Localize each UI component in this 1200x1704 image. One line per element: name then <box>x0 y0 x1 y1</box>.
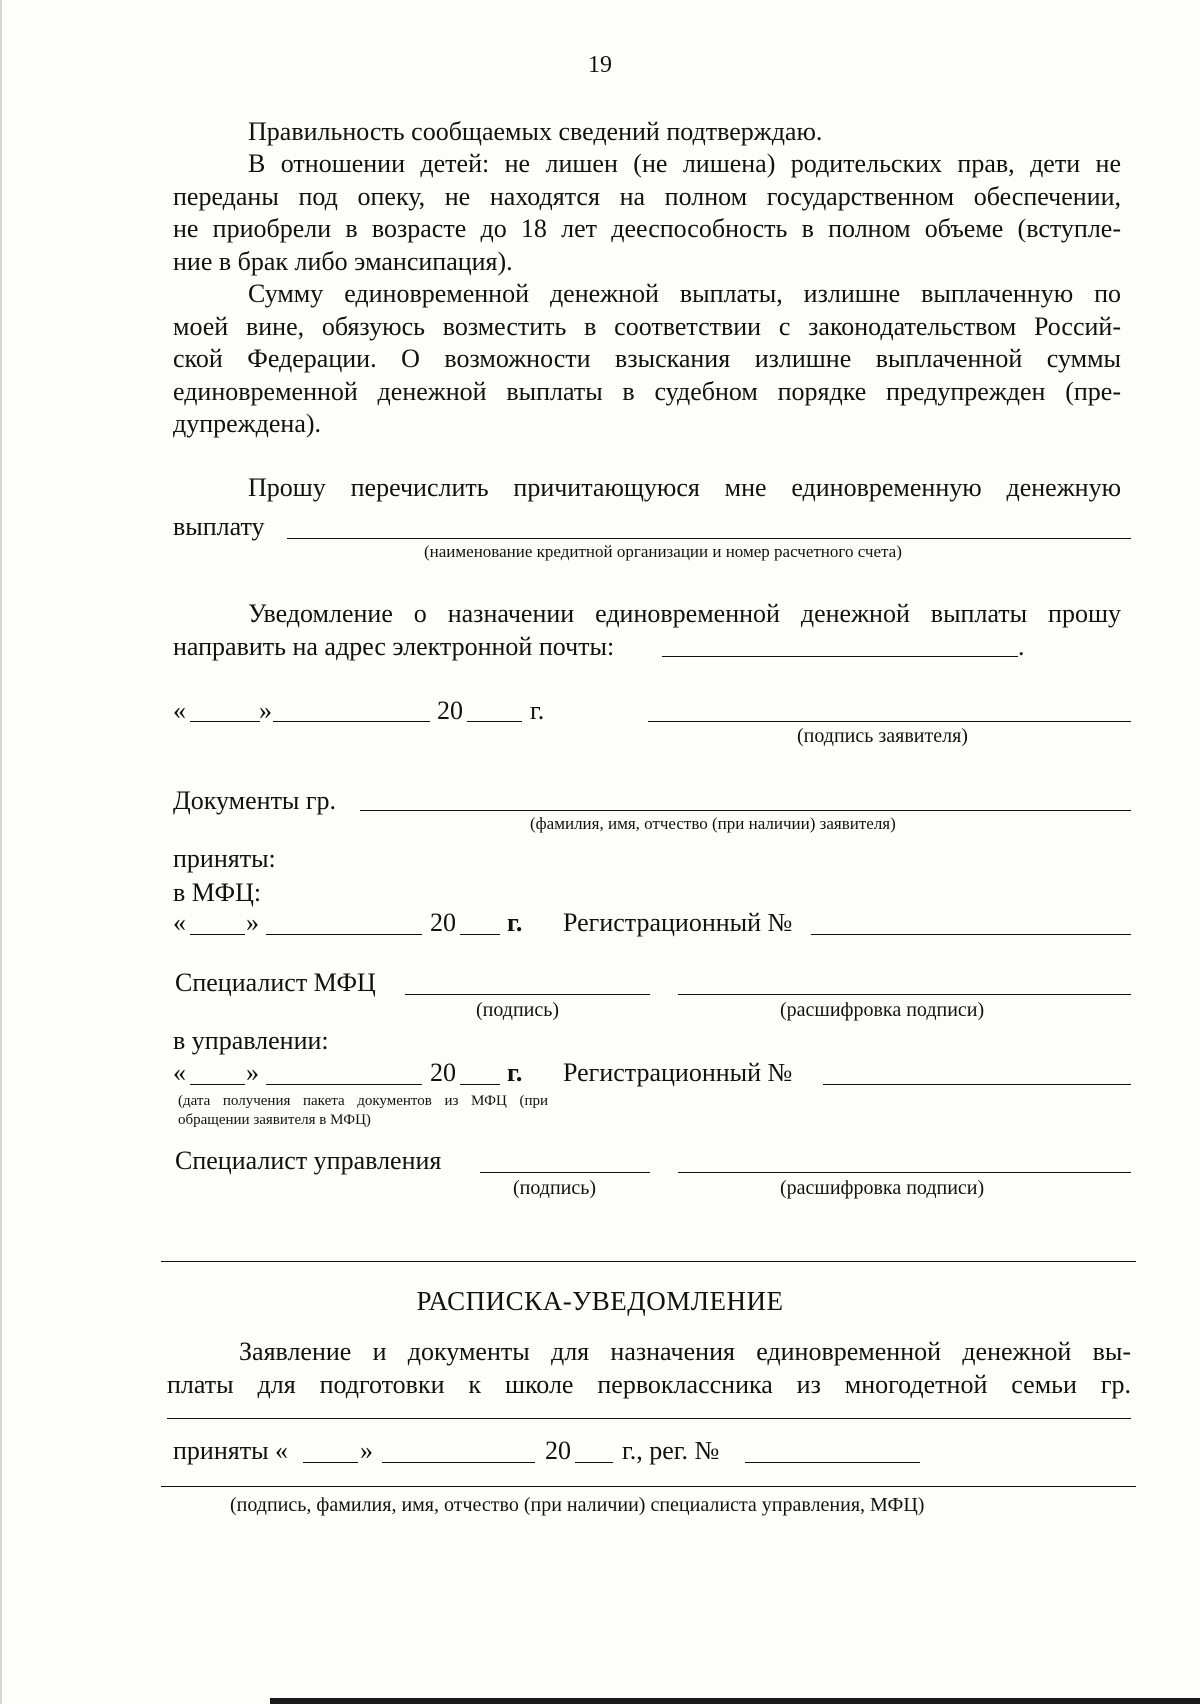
paragraph-children <box>173 148 1121 278</box>
date-year-prefix: 20 <box>437 696 463 725</box>
receipt-reg-label: г., рег. № <box>622 1436 720 1465</box>
department-label: в управлении: <box>173 1026 329 1055</box>
text-line: ской Федерации. О возможности взыскания излишне выплаченной суммы <box>173 344 1121 373</box>
mfc-signature-caption: (подпись) <box>476 999 560 1021</box>
receipt-day-field[interactable] <box>303 1462 358 1463</box>
mfc-decoding-caption: (расшифровка подписи) <box>780 999 985 1021</box>
cut-line-divider <box>161 1261 1136 1262</box>
text-line: дупреждена). <box>173 409 322 438</box>
dept-reg-no-field[interactable] <box>823 1084 1131 1085</box>
dept-year-field[interactable] <box>460 1084 500 1085</box>
receipt-year-prefix: 20 <box>545 1436 571 1465</box>
dept-date-close-quote: » <box>246 1058 259 1087</box>
mfc-year-suffix: г. <box>507 908 523 937</box>
paragraph-payment-request <box>173 472 1121 505</box>
mfc-reg-no-label: Регистрационный № <box>563 908 793 937</box>
mfc-date-close-quote: » <box>246 908 259 937</box>
date-year-suffix: г. <box>530 696 545 725</box>
mfc-specialist-decoding-field[interactable] <box>678 994 1131 995</box>
applicant-signature-field[interactable] <box>648 721 1131 722</box>
applicant-signature-caption: (подпись заявителя) <box>797 725 968 747</box>
mfc-year-prefix: 20 <box>430 908 456 937</box>
receipt-accepted-label: приняты « <box>173 1436 289 1465</box>
dept-date-day-field[interactable] <box>190 1084 245 1085</box>
email-field[interactable] <box>662 656 1018 657</box>
documents-label: Документы гр. <box>173 786 337 815</box>
dept-decoding-caption: (расшифровка подписи) <box>780 1177 985 1199</box>
applicant-name-field[interactable] <box>360 810 1131 811</box>
mfc-date-open-quote: « <box>173 908 186 937</box>
accepted-label: приняты: <box>173 844 276 873</box>
text-line: Правильность сообщаемых сведений подтверждаю. <box>248 117 823 146</box>
text-line: переданы под опеку, не находятся на полном государственном обеспечении, <box>173 181 1121 211</box>
text-line: моей вине, обязуюсь возместить в соответствии с законодательством Россий- <box>173 311 1121 341</box>
text-line: В отношении детей: не лишен (не лишена) родительских прав, дети не <box>248 149 1121 178</box>
text-line: Уведомление о назначении единовременной денежной выплаты прошу <box>248 599 1121 628</box>
date-day-field[interactable] <box>190 721 260 722</box>
dept-signature-caption: (подпись) <box>513 1177 597 1199</box>
receipt-specialist-signature-field[interactable] <box>161 1486 1136 1487</box>
receipt-paragraph <box>167 1336 1131 1401</box>
dept-specialist-signature-field[interactable] <box>480 1172 650 1173</box>
text-line: ние в брак либо эмансипация). <box>173 246 513 276</box>
receipt-title: РАСПИСКА-УВЕДОМЛЕНИЕ <box>416 1286 784 1316</box>
mfc-date-month-field[interactable] <box>266 934 422 935</box>
text-line: Сумму единовременной денежной выплаты, излишне выплаченную по <box>248 279 1121 308</box>
text-line: Прошу перечислить причитающуюся мне единовременную денежную <box>248 473 1121 502</box>
date-open-quote: « <box>173 696 186 725</box>
date-close-quote: » <box>259 696 272 725</box>
dept-specialist-decoding-field[interactable] <box>678 1172 1131 1173</box>
page-number: 19 <box>588 52 612 78</box>
payment-label: выплату <box>173 512 265 541</box>
mfc-label: в МФЦ: <box>173 878 262 907</box>
text-line: единовременной денежной выплаты в судебном порядке предупрежден (пре- <box>173 376 1121 406</box>
payment-account-field[interactable] <box>287 538 1131 539</box>
text-line: не приобрели в возрасте до 18 лет дееспособность в полном объеме (вступле- <box>173 214 1121 243</box>
date-month-field[interactable] <box>273 721 430 722</box>
receipt-date-note: (дата получения пакета документов из МФЦ (при обращении заявителя в МФЦ) <box>178 1093 548 1128</box>
email-label: направить на адрес электронной почты: <box>173 632 615 661</box>
email-end: . <box>1018 632 1025 661</box>
mfc-year-field[interactable] <box>460 934 500 935</box>
text-line: платы для подготовки к школе первоклассника из многодетной семьи гр. <box>167 1369 1131 1399</box>
dept-reg-no-label: Регистрационный № <box>563 1058 793 1087</box>
paragraph-refund <box>173 278 1121 441</box>
mfc-reg-no-field[interactable] <box>811 934 1131 935</box>
dept-year-suffix: г. <box>507 1058 523 1087</box>
dept-date-open-quote: « <box>173 1058 186 1087</box>
receipt-close-quote: » <box>360 1436 373 1465</box>
receipt-reg-no-field[interactable] <box>745 1462 920 1463</box>
paragraph-notification <box>173 598 1121 631</box>
mfc-specialist-label: Специалист МФЦ <box>175 968 376 997</box>
receipt-month-field[interactable] <box>382 1462 535 1463</box>
date-year-field[interactable] <box>467 721 522 722</box>
receipt-year-field[interactable] <box>575 1462 613 1463</box>
text-line: Заявление и документы для назначения единовременной денежной вы- <box>239 1337 1131 1366</box>
dept-specialist-label: Специалист управления <box>175 1146 442 1175</box>
dept-year-prefix: 20 <box>430 1058 456 1087</box>
dept-date-month-field[interactable] <box>266 1084 422 1085</box>
applicant-name-caption: (фамилия, имя, отчество (при наличии) заявителя) <box>530 814 896 833</box>
receipt-specialist-caption: (подпись, фамилия, имя, отчество (при наличии) специалиста управления, МФЦ) <box>230 1494 925 1516</box>
receipt-family-name-field[interactable] <box>167 1418 1131 1419</box>
paragraph-confirmation <box>173 116 1121 149</box>
mfc-date-day-field[interactable] <box>190 934 245 935</box>
payment-caption: (наименование кредитной организации и номер расчетного счета) <box>424 542 902 561</box>
mfc-specialist-signature-field[interactable] <box>405 994 650 995</box>
